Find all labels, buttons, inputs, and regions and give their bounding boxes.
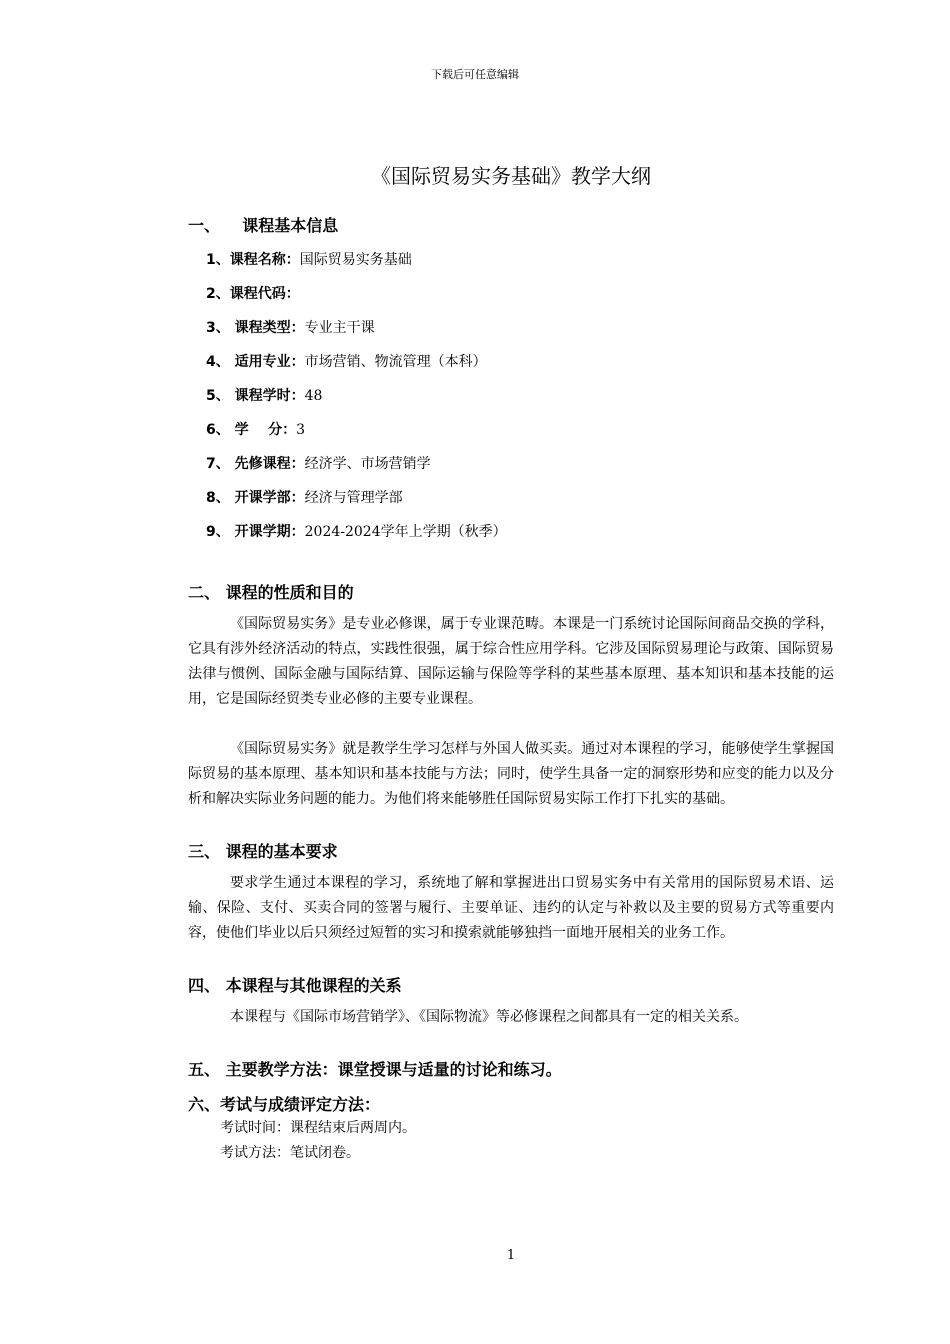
header-note: 下载后可任意编辑 [431,68,519,81]
exam-method: 考试方法：笔试闭卷。 [220,1145,360,1161]
info-item-credits [206,419,305,439]
info-key: 7、 先修课程： [206,456,305,472]
section-heading-basic-info: 一、 课程基本信息 [188,216,339,235]
info-item-semester [206,521,507,541]
info-value: 48 [304,388,323,404]
paragraph-nature: 《国际贸易实务》是专业必修课，属于专业课范畴。本课是一门系统讨论国际间商品交换的学科，它具有涉外经济活动的特点，实践性很强，属于综合性应用学科。它涉及国际贸易理论与政策、国际贸易法律与惯例、国际金融与国际结算、国际运输与保险等学科的某些基本原理、基本知识和基本技能的运用，它是国际经贸类专业必修的主要专业课程。 [188,616,834,707]
info-key: 6、 学 分： [206,422,297,438]
info-key: 5、 课程学时： [206,388,305,404]
info-value: 经济学、市场营销学 [304,456,431,472]
info-value: 市场营销、物流管理（本科） [304,354,487,370]
info-item-hours [206,385,322,405]
info-item-major [206,351,487,371]
exam-time: 考试时间：课程结束后两周内。 [220,1120,416,1136]
info-item-course-type [206,317,375,337]
page-number: 1 [506,1248,516,1263]
info-item-prerequisites [206,453,431,473]
info-value: 3 [296,422,306,438]
paragraph-goal: 《国际贸易实务》就是教学生学习怎样与外国人做买卖。通过对本课程的学习，能够使学生掌握国际贸易的基本原理、基本知识和基本技能与方法；同时，使学生具备一定的洞察形势和应变的能力以及分析和解决实际业务问题的能力。为他们将来能够胜任国际贸易实际工作打下扎实的基础。 [188,741,834,807]
info-item-course-name [206,249,412,269]
info-value: 2024-2024学年上学期（秋季） [304,524,507,540]
info-item-course-code [206,283,300,303]
info-key: 9、 开课学期： [206,524,305,540]
info-key: 3、 课程类型： [206,320,305,336]
document-title: 《国际贸易实务基础》教学大纲 [371,164,651,188]
section-heading-relations: 四、 本课程与其他课程的关系 [188,976,402,995]
section-heading-nature: 二、 课程的性质和目的 [188,583,354,602]
info-value: 国际贸易实务基础 [299,252,412,268]
info-key: 8、 开课学部： [206,490,305,506]
section-heading-teaching-methods: 五、 主要教学方法：课堂授课与适量的讨论和练习。 [188,1060,562,1079]
section-heading-exam: 六、考试与成绩评定方法： [188,1095,381,1114]
info-key: 4、 适用专业： [206,354,305,370]
info-item-department [206,487,403,507]
info-key: 1、课程名称： [206,252,300,268]
info-value: 经济与管理学部 [304,490,403,506]
section-heading-requirements: 三、 课程的基本要求 [188,842,338,861]
paragraph-relations: 本课程与《国际市场营销学》、《国际物流》等必修课程之间都具有一定的相关关系。 [230,1009,748,1025]
paragraph-requirements: 要求学生通过本课程的学习，系统地了解和掌握进出口贸易实务中有关常用的国际贸易术语、运输、保险、支付、买卖合同的签署与履行、主要单证、违约的认定与补救以及主要的贸易方式等重要内容，使他们毕业以后只须经过短暂的实习和摸索就能够独挡一面地开展相关的业务工作。 [188,875,834,941]
info-key: 2、课程代码： [206,286,300,302]
info-value: 专业主干课 [304,320,375,336]
